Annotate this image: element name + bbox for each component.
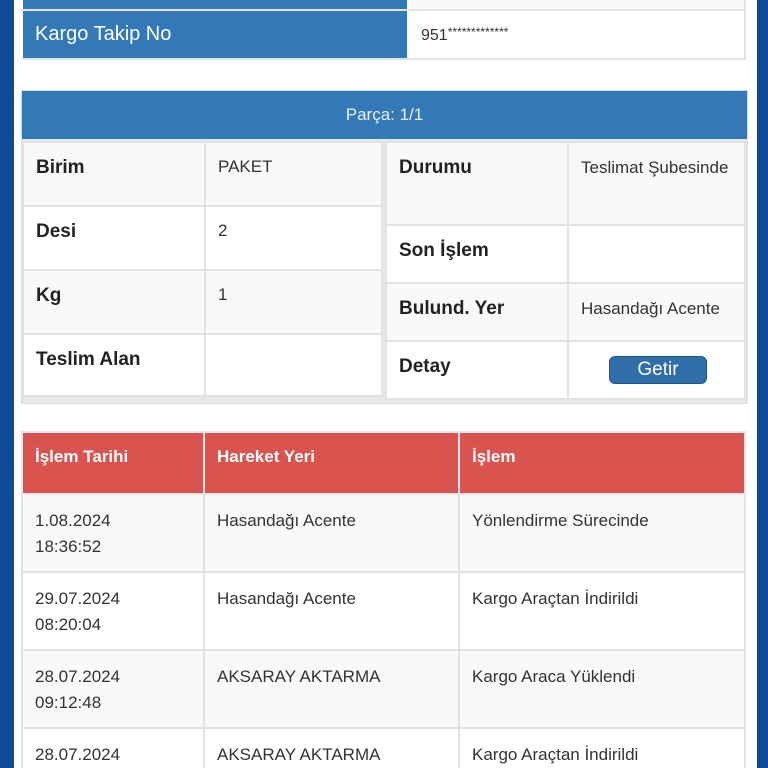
col-header-place: Hareket Yeri [204, 432, 459, 494]
action-cell: Kargo Araca Yüklendi [459, 650, 745, 728]
place-cell: Hasandağı Acente [204, 494, 459, 572]
place-cell: AKSARAY AKTARMA [204, 728, 459, 768]
last-action-label: Son İşlem [386, 225, 568, 283]
unit-label: Birim [23, 142, 205, 206]
action-cell: Kargo Araçtan İndirildi [459, 728, 745, 768]
action-cell: Kargo Araçtan İndirildi [459, 572, 745, 650]
unit-value: PAKET [205, 142, 382, 206]
receiver-label: Teslim Alan [23, 334, 205, 396]
info-row-partial [22, 0, 745, 10]
getir-button[interactable]: Getir [609, 356, 707, 384]
location-label: Bulund. Yer [386, 283, 568, 341]
date-cell: 28.07.2024 09:12:48 [22, 650, 204, 728]
col-header-action: İşlem [459, 432, 745, 494]
desi-value: 2 [205, 206, 382, 270]
detail-label: Detay [386, 341, 568, 399]
movement-history-table [21, 431, 746, 768]
receiver-value [205, 334, 382, 396]
tracking-no-mask: ************* [447, 24, 509, 39]
location-value: Hasandağı Acente [568, 283, 745, 341]
tracking-page [14, 0, 757, 768]
info-label [22, 0, 408, 10]
info-value [408, 0, 745, 10]
tracking-no-prefix: 951 [421, 26, 448, 44]
status-label: Durumu [386, 142, 568, 225]
table-row [22, 650, 745, 728]
piece-panel [21, 90, 748, 404]
detail-cell [568, 341, 745, 399]
action-cell: Yönlendirme Sürecinde [459, 494, 745, 572]
tracking-no-label: Kargo Takip No [22, 10, 408, 59]
table-row [22, 728, 745, 768]
shipment-info-table [21, 0, 746, 60]
place-cell: Hasandağı Acente [204, 572, 459, 650]
piece-details-left [22, 141, 383, 397]
table-row [22, 494, 745, 572]
date-cell: 28.07.2024 [22, 728, 204, 768]
date-cell: 29.07.2024 08:20:04 [22, 572, 204, 650]
desi-label: Desi [23, 206, 205, 270]
date-cell: 1.08.2024 18:36:52 [22, 494, 204, 572]
status-value: Teslimat Şubesinde [568, 142, 745, 225]
last-action-value [568, 225, 745, 283]
tracking-no-value [408, 10, 745, 59]
table-row [22, 572, 745, 650]
info-row-tracking-no [22, 10, 745, 59]
place-cell: AKSARAY AKTARMA [204, 650, 459, 728]
col-header-date: İşlem Tarihi [22, 432, 204, 494]
piece-panel-title: Parça: 1/1 [22, 91, 747, 139]
kg-value: 1 [205, 270, 382, 334]
kg-label: Kg [23, 270, 205, 334]
piece-details-right [385, 141, 746, 400]
